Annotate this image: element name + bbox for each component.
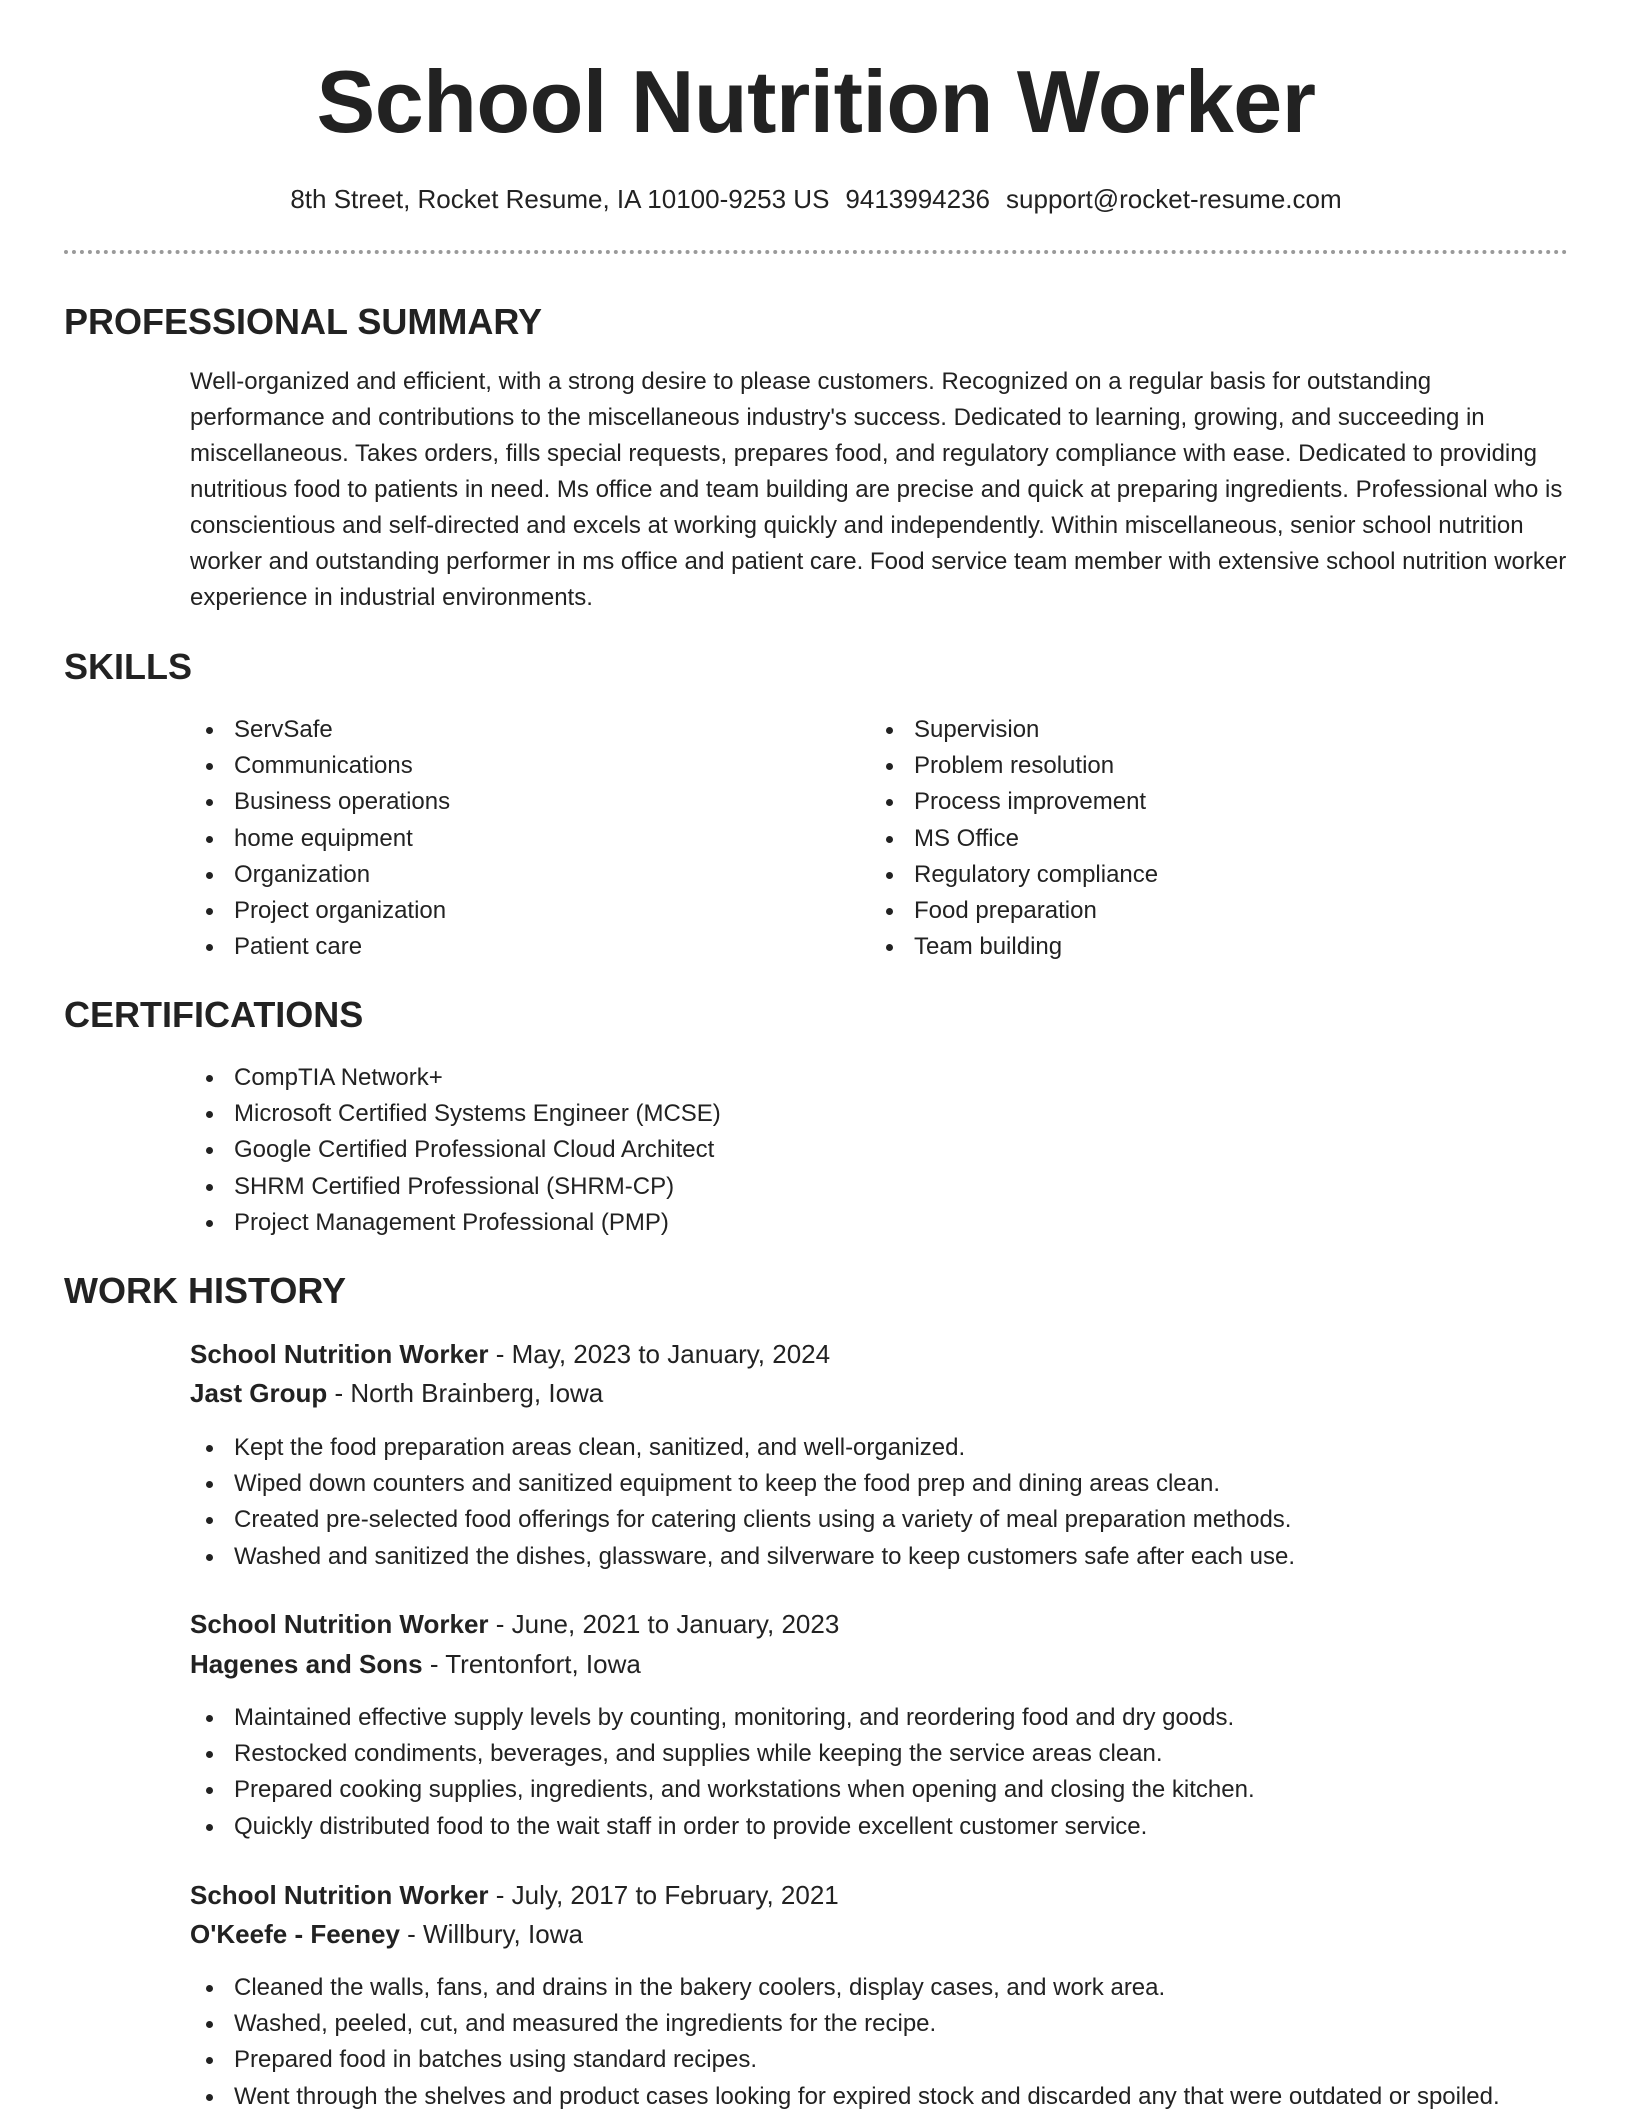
summary-text: Well-organized and efficient, with a strong desire to please customers. Recognized on a regular basis for outstanding performance and contributions to the miscellaneous industry's success. Dedicated to learning, growing, and succeeding in miscellaneous. Takes orders, fills special requests, prepares food, and regulatory compliance with ease. Dedicated to providing nutritious food to patients in need. Ms office and team building are precise and quick at preparing ingredients. Professional who is conscientious and self-directed and excels at working quickly and independently. Within miscellaneous, senior school nutrition worker and outstanding performer in ms office and patient care. Food service team member with extensive school nutrition worker experience in industrial environments. bbox=[190, 368, 1567, 611]
job-duty: Restocked condiments, beverages, and supplies while keeping the service areas clean. bbox=[190, 1736, 1255, 1772]
job-location: - Willbury, Iowa bbox=[399, 1919, 583, 1949]
job-duties-list bbox=[190, 1970, 1500, 2112]
job-duty: Washed and sanitized the dishes, glassware, and silverware to keep customers safe after each use. bbox=[190, 1539, 1295, 1575]
certifications-heading: CERTIFICATIONS bbox=[64, 994, 364, 1035]
job-duty: Prepared cooking supplies, ingredients, and workstations when opening and closing the kitchen. bbox=[190, 1772, 1255, 1808]
skill-item: Patient care bbox=[190, 929, 450, 965]
certification-item: Project Management Professional (PMP) bbox=[190, 1205, 721, 1241]
contact-email[interactable]: support@rocket-resume.com bbox=[1006, 184, 1342, 214]
skill-item: Regulatory compliance bbox=[870, 857, 1158, 893]
candidate-name: School Nutrition Worker bbox=[316, 52, 1316, 151]
job-role: School Nutrition Worker bbox=[190, 1880, 489, 1910]
skill-item: Supervision bbox=[870, 712, 1158, 748]
certification-item: Microsoft Certified Systems Engineer (MCSE) bbox=[190, 1096, 721, 1132]
certifications-list bbox=[190, 1060, 721, 1241]
work-history-heading: WORK HISTORY bbox=[64, 1270, 347, 1311]
job-duty: Washed, peeled, cut, and measured the ingredients for the recipe. bbox=[190, 2006, 1500, 2042]
certification-item: SHRM Certified Professional (SHRM-CP) bbox=[190, 1169, 721, 1205]
job-location: - Trentonfort, Iowa bbox=[422, 1649, 641, 1679]
job-dates: - July, 2017 to February, 2021 bbox=[488, 1880, 839, 1910]
job-duties-list bbox=[190, 1700, 1255, 1845]
job-company: Hagenes and Sons bbox=[190, 1649, 423, 1679]
skill-item: Business operations bbox=[190, 784, 450, 820]
job-role: School Nutrition Worker bbox=[190, 1609, 489, 1639]
skill-item: Communications bbox=[190, 748, 450, 784]
skill-item: Process improvement bbox=[870, 784, 1158, 820]
skill-item: MS Office bbox=[870, 821, 1158, 857]
job-company: Jast Group bbox=[190, 1378, 328, 1408]
job-title-line bbox=[190, 1876, 839, 1914]
skills-list-left bbox=[190, 712, 450, 965]
skill-item: Food preparation bbox=[870, 893, 1158, 929]
skill-item: home equipment bbox=[190, 821, 450, 857]
skill-item: Team building bbox=[870, 929, 1158, 965]
job-duty: Wiped down counters and sanitized equipment to keep the food prep and dining areas clean. bbox=[190, 1466, 1295, 1502]
job-company: O'Keefe - Feeney bbox=[190, 1919, 400, 1949]
job-duty: Created pre-selected food offerings for catering clients using a variety of meal preparation methods. bbox=[190, 1502, 1295, 1538]
job-duty: Quickly distributed food to the wait staff in order to provide excellent customer service. bbox=[190, 1809, 1255, 1845]
job-duty: Kept the food preparation areas clean, sanitized, and well-organized. bbox=[190, 1430, 1295, 1466]
job-title-line bbox=[190, 1605, 839, 1643]
contact-phone: 9413994236 bbox=[845, 184, 991, 214]
contact-line bbox=[0, 180, 1632, 218]
job-company-line bbox=[190, 1645, 641, 1683]
job-duty: Went through the shelves and product cases looking for expired stock and discarded any that were outdated or spoiled. bbox=[190, 2079, 1500, 2112]
certification-item: CompTIA Network+ bbox=[190, 1060, 721, 1096]
job-duty: Cleaned the walls, fans, and drains in the bakery coolers, display cases, and work area. bbox=[190, 1970, 1500, 2006]
job-duty: Maintained effective supply levels by counting, monitoring, and reordering food and dry goods. bbox=[190, 1700, 1255, 1736]
job-duty: Prepared food in batches using standard recipes. bbox=[190, 2042, 1500, 2078]
certification-item: Google Certified Professional Cloud Architect bbox=[190, 1132, 721, 1168]
job-company-line bbox=[190, 1915, 583, 1953]
job-company-line bbox=[190, 1374, 603, 1412]
skills-heading: SKILLS bbox=[64, 646, 193, 687]
contact-address: 8th Street, Rocket Resume, IA 10100-9253 US bbox=[290, 184, 830, 214]
skills-list-right bbox=[870, 712, 1158, 965]
skill-item: Organization bbox=[190, 857, 450, 893]
summary-heading: PROFESSIONAL SUMMARY bbox=[64, 301, 543, 342]
skill-item: Problem resolution bbox=[870, 748, 1158, 784]
job-duties-list bbox=[190, 1430, 1295, 1575]
skill-item: ServSafe bbox=[190, 712, 450, 748]
skill-item: Project organization bbox=[190, 893, 450, 929]
job-location: - North Brainberg, Iowa bbox=[327, 1378, 604, 1408]
header-divider bbox=[64, 250, 1568, 254]
job-role: School Nutrition Worker bbox=[190, 1339, 489, 1369]
job-dates: - May, 2023 to January, 2024 bbox=[488, 1339, 831, 1369]
job-title-line bbox=[190, 1335, 830, 1373]
job-dates: - June, 2021 to January, 2023 bbox=[488, 1609, 840, 1639]
